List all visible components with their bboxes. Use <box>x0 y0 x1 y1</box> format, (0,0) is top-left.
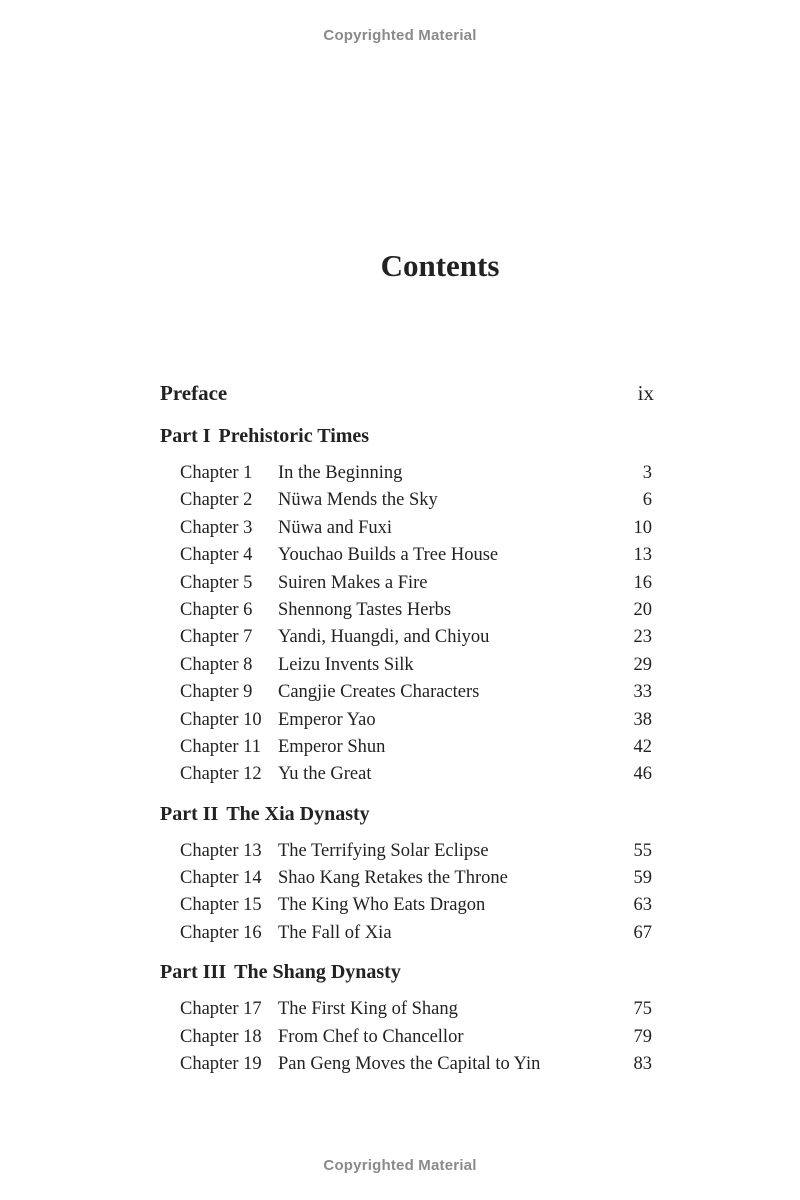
chapter-page-number: 59 <box>633 868 652 889</box>
toc-chapter-entry[interactable] <box>160 761 654 788</box>
chapter-label: Chapter 4 <box>180 545 253 566</box>
table-of-contents <box>160 381 654 1078</box>
toc-chapter-entry[interactable] <box>160 679 654 706</box>
chapter-page-number: 63 <box>633 895 652 916</box>
chapter-title: Emperor Yao <box>278 709 376 730</box>
chapter-page-number: 6 <box>642 490 652 511</box>
chapter-label: Chapter 14 <box>180 868 262 889</box>
toc-chapter-entry[interactable] <box>160 460 654 487</box>
toc-chapter-entry[interactable] <box>160 542 654 569</box>
chapter-page-number: 38 <box>633 709 652 730</box>
toc-chapter-entry[interactable] <box>160 1051 654 1078</box>
chapter-page-number: 75 <box>633 999 652 1020</box>
chapter-title: Suiren Makes a Fire <box>278 572 428 593</box>
toc-entry-preface[interactable] <box>160 381 654 411</box>
part-label: Part II <box>160 802 219 825</box>
part-label: Part III <box>160 961 227 984</box>
toc-chapter-entry[interactable] <box>160 996 654 1023</box>
chapter-label: Chapter 15 <box>180 895 262 916</box>
toc-chapter-entry[interactable] <box>160 515 654 542</box>
chapter-title: The King Who Eats Dragon <box>278 895 486 916</box>
toc-chapter-entry[interactable] <box>160 838 654 865</box>
part-label: Part I <box>160 425 211 447</box>
chapter-label: Chapter 5 <box>180 572 253 593</box>
chapter-page-number: 29 <box>633 654 652 675</box>
part-title: The Shang Dynasty <box>234 961 401 984</box>
toc-chapter-entry[interactable] <box>160 570 654 597</box>
chapter-label: Chapter 2 <box>180 490 253 511</box>
chapter-title: Emperor Shun <box>278 736 386 757</box>
preface-page-number: ix <box>637 381 654 405</box>
chapter-title: Yu the Great <box>278 764 372 785</box>
chapter-page-number: 16 <box>633 572 652 593</box>
chapter-label: Chapter 3 <box>180 517 253 538</box>
chapter-page-number: 10 <box>633 517 652 538</box>
chapter-label: Chapter 17 <box>180 999 262 1020</box>
part-heading[interactable] <box>160 959 654 985</box>
chapter-label: Chapter 16 <box>180 922 262 943</box>
chapter-title: Yandi, Huangdi, and Chiyou <box>278 627 490 648</box>
chapter-page-number: 20 <box>633 599 652 620</box>
toc-part-section <box>160 801 654 948</box>
part-heading[interactable] <box>160 423 654 449</box>
chapter-title: The Fall of Xia <box>278 922 392 943</box>
chapter-label: Chapter 12 <box>180 764 262 785</box>
toc-chapter-entry[interactable] <box>160 487 654 514</box>
chapter-page-number: 83 <box>633 1054 652 1075</box>
part-title: Prehistoric Times <box>218 425 370 447</box>
chapter-title: Shennong Tastes Herbs <box>278 599 452 620</box>
chapter-label: Chapter 1 <box>180 463 253 483</box>
preface-title: Preface <box>160 381 228 405</box>
toc-chapter-entry[interactable] <box>160 734 654 761</box>
chapter-page-number: 3 <box>642 463 652 483</box>
chapter-label: Chapter 18 <box>180 1026 262 1047</box>
toc-chapter-entry[interactable] <box>160 652 654 679</box>
chapter-title: Nüwa Mends the Sky <box>278 490 438 511</box>
page-title: Contents <box>380 248 500 283</box>
chapter-page-number: 23 <box>633 627 652 648</box>
toc-part-section <box>160 959 654 1078</box>
watermark-bottom: Copyrighted Material <box>323 1157 477 1174</box>
chapter-title: Cangjie Creates Characters <box>278 682 480 703</box>
chapter-label: Chapter 13 <box>180 840 262 861</box>
chapter-label: Chapter 19 <box>180 1054 262 1075</box>
chapter-title: In the Beginning <box>278 463 403 483</box>
chapter-page-number: 42 <box>633 736 652 757</box>
chapter-label: Chapter 9 <box>180 682 253 703</box>
chapter-label: Chapter 8 <box>180 654 253 675</box>
toc-chapter-entry[interactable] <box>160 920 654 947</box>
toc-part-section <box>160 423 654 789</box>
chapter-label: Chapter 7 <box>180 627 253 648</box>
chapter-title: Nüwa and Fuxi <box>278 517 393 538</box>
chapter-title: From Chef to Chancellor <box>278 1026 464 1047</box>
chapter-title: The First King of Shang <box>278 999 458 1020</box>
part-heading[interactable] <box>160 801 654 827</box>
chapter-page-number: 55 <box>633 840 652 861</box>
parts-list <box>160 423 654 1078</box>
toc-chapter-entry[interactable] <box>160 865 654 892</box>
toc-chapter-entry[interactable] <box>160 624 654 651</box>
chapter-title: Pan Geng Moves the Capital to Yin <box>278 1054 541 1075</box>
chapter-page-number: 46 <box>633 764 652 785</box>
part-title: The Xia Dynasty <box>226 802 370 825</box>
chapter-page-number: 33 <box>633 682 652 703</box>
chapter-label: Chapter 11 <box>180 736 262 757</box>
chapter-label: Chapter 6 <box>180 599 253 620</box>
watermark-top: Copyrighted Material <box>323 27 477 44</box>
chapter-title: Leizu Invents Silk <box>278 654 414 675</box>
toc-chapter-entry[interactable] <box>160 597 654 624</box>
chapter-label: Chapter 10 <box>180 709 262 730</box>
toc-chapter-entry[interactable] <box>160 707 654 734</box>
toc-chapter-entry[interactable] <box>160 892 654 919</box>
chapter-title: Shao Kang Retakes the Throne <box>278 868 508 889</box>
chapter-page-number: 13 <box>633 545 652 566</box>
chapter-title: Youchao Builds a Tree House <box>278 545 499 566</box>
chapter-page-number: 79 <box>633 1026 652 1047</box>
chapter-page-number: 67 <box>633 922 652 943</box>
chapter-title: The Terrifying Solar Eclipse <box>278 840 489 861</box>
toc-chapter-entry[interactable] <box>160 1024 654 1051</box>
